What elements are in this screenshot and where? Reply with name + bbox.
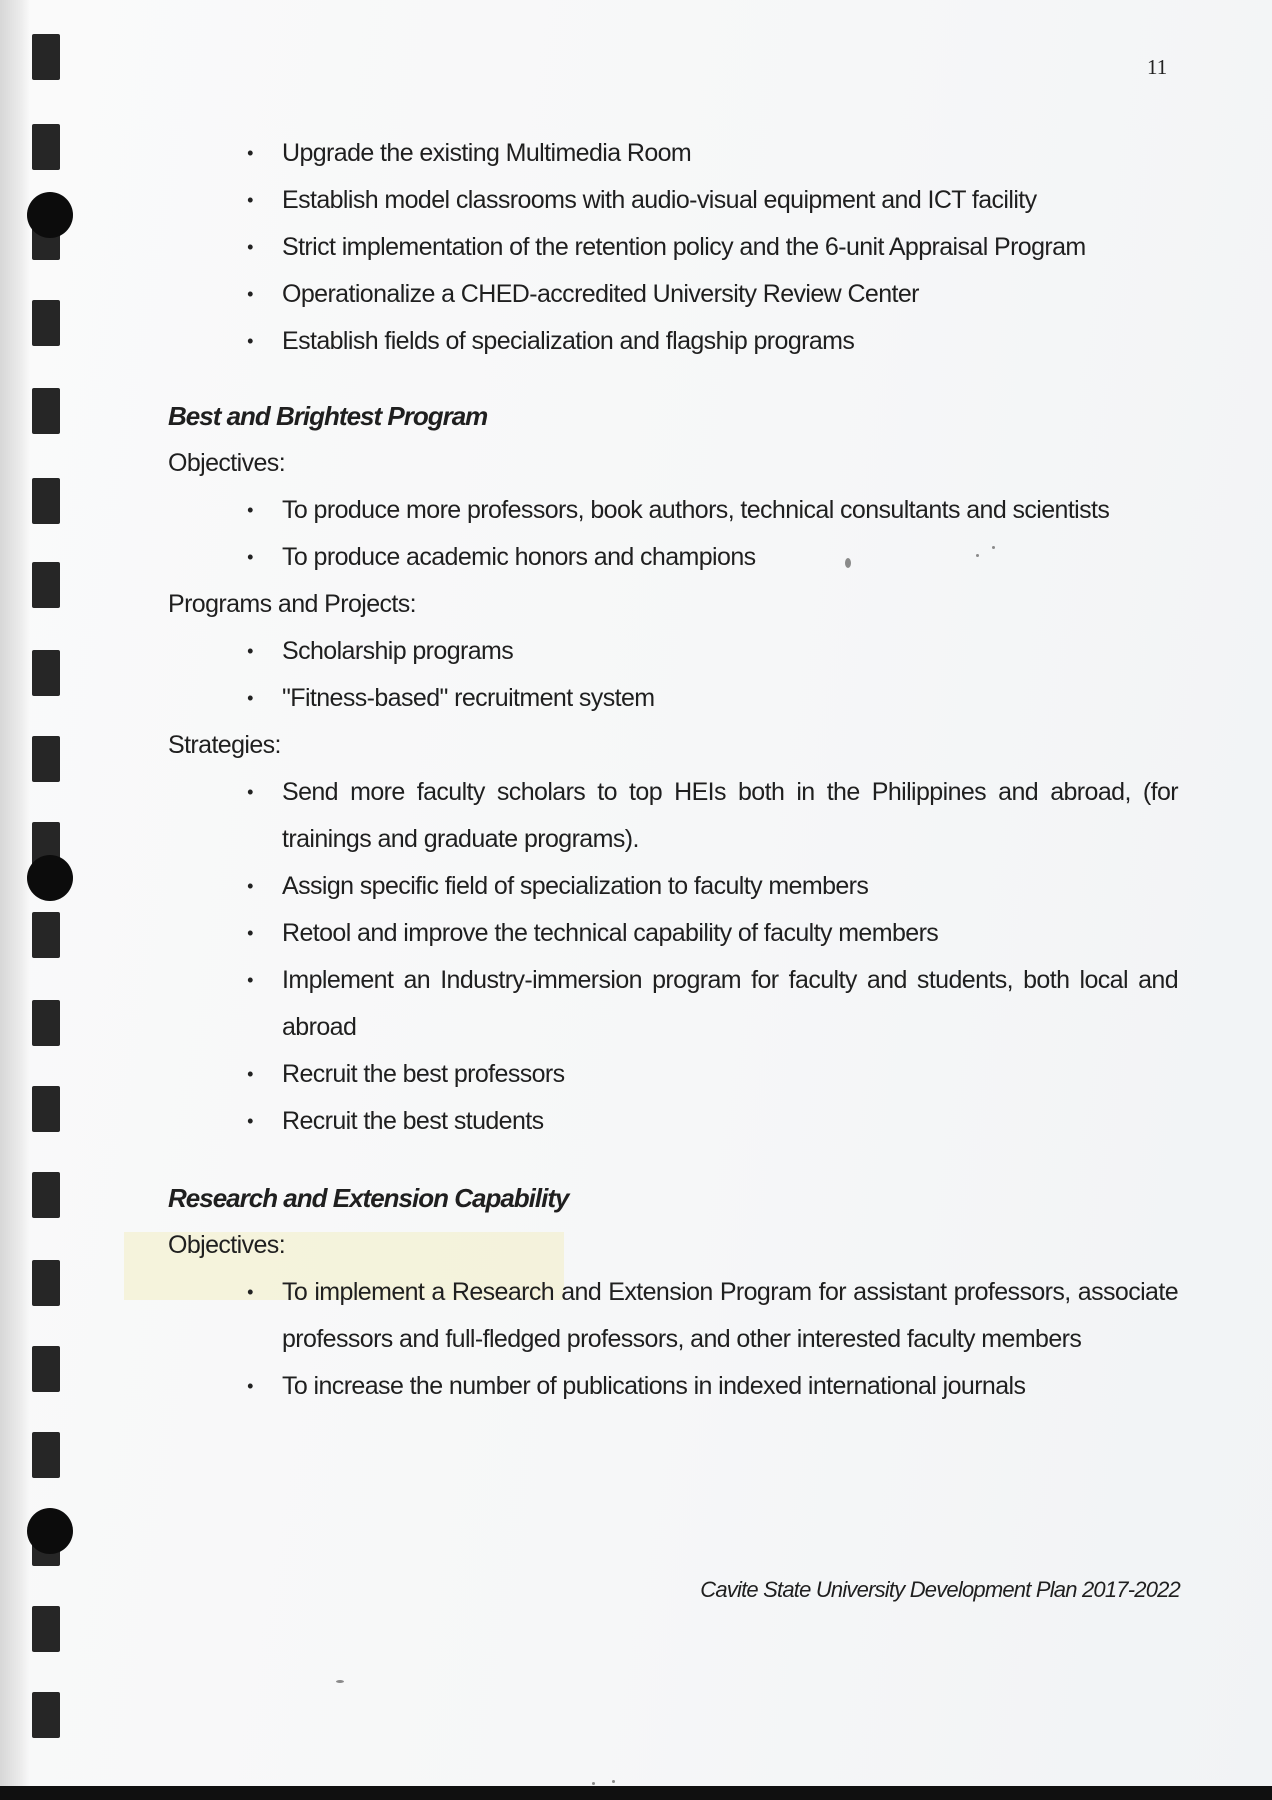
bullet-icon: • — [247, 1376, 253, 1396]
bullet-icon: • — [247, 970, 253, 990]
binding-mark — [32, 562, 60, 608]
binding-mark — [32, 1346, 60, 1392]
bullet-icon: • — [247, 1282, 253, 1302]
objectives-list — [168, 487, 1178, 581]
list-item: • Upgrade the existing Multimedia Room — [282, 130, 1178, 177]
bullet-icon: • — [247, 143, 253, 163]
list-item: • Implement an Industry-immersion program for faculty and students, both local and abroad — [282, 957, 1178, 1051]
bullet-icon: • — [247, 782, 253, 802]
binding-mark — [32, 124, 60, 170]
bullet-icon: • — [247, 641, 253, 661]
document-footer: Cavite State University Development Plan 2017-2022 — [700, 1577, 1180, 1602]
scan-speck — [612, 1780, 615, 1783]
scan-speck — [336, 1680, 344, 1683]
list-item: • Retool and improve the technical capability of faculty members — [282, 910, 1178, 957]
intro-bullet-list — [168, 130, 1178, 365]
list-item: • "Fitness-based" recruitment system — [282, 675, 1178, 722]
binding-mark — [32, 1606, 60, 1652]
bullet-icon: • — [247, 1111, 253, 1131]
bullet-icon: • — [247, 876, 253, 896]
page-bottom-edge — [0, 1786, 1272, 1800]
list-item: • To produce academic honors and champions — [282, 534, 1178, 581]
objectives-label: Objectives: — [168, 449, 286, 477]
bullet-icon: • — [247, 331, 253, 351]
binding-mark — [32, 912, 60, 958]
binding-mark — [32, 1432, 60, 1478]
bullet-icon: • — [247, 237, 253, 257]
objectives-label: Objectives: — [168, 1231, 286, 1259]
page-left-edge — [0, 0, 30, 1790]
bullet-icon: • — [247, 923, 253, 943]
list-item: • Establish model classrooms with audio-visual equipment and ICT facility — [282, 177, 1178, 224]
binding-mark — [32, 736, 60, 782]
bullet-icon: • — [247, 284, 253, 304]
bullet-icon: • — [247, 190, 253, 210]
document-body — [168, 130, 1178, 1410]
section-title-research-extension: Research and Extension Capability — [168, 1183, 569, 1213]
list-item: • Operationalize a CHED-accredited University Review Center — [282, 271, 1178, 318]
binding-mark — [32, 1260, 60, 1306]
bullet-icon: • — [247, 688, 253, 708]
list-item: • To implement a Research and Extension Program for assistant professors, associate professors and full-fledged professors, and other interested faculty members — [282, 1269, 1178, 1363]
list-item: • Strict implementation of the retention policy and the 6-unit Appraisal Program — [282, 224, 1178, 271]
strategies-list — [168, 769, 1178, 1145]
binding-mark — [32, 478, 60, 524]
programs-label: Programs and Projects: — [168, 590, 417, 618]
bullet-icon: • — [247, 500, 253, 520]
research-objectives-list — [168, 1269, 1178, 1410]
strategies-label: Strategies: — [168, 731, 281, 759]
list-item: • To produce more professors, book authors, technical consultants and scientists — [282, 487, 1178, 534]
programs-list — [168, 628, 1178, 722]
page-number: 11 — [1147, 55, 1168, 79]
binding-mark — [32, 300, 60, 346]
punch-hole — [27, 192, 73, 238]
binding-mark — [32, 650, 60, 696]
list-item: • Assign specific field of specialization to faculty members — [282, 863, 1178, 910]
binding-mark — [32, 1172, 60, 1218]
list-item: • Establish fields of specialization and flagship programs — [282, 318, 1178, 365]
binding-mark — [32, 34, 60, 80]
list-item: • To increase the number of publications in indexed international journals — [282, 1363, 1178, 1410]
list-item: • Recruit the best professors — [282, 1051, 1178, 1098]
list-item: • Send more faculty scholars to top HEIs both in the Philippines and abroad, (for trainings and graduate programs). — [282, 769, 1178, 863]
binding-mark — [32, 1000, 60, 1046]
list-item: • Scholarship programs — [282, 628, 1178, 675]
punch-hole — [27, 855, 73, 901]
binding-mark — [32, 1086, 60, 1132]
punch-hole — [27, 1508, 73, 1554]
list-item: • Recruit the best students — [282, 1098, 1178, 1145]
section-title-best-and-brightest: Best and Brightest Program — [168, 401, 488, 431]
bullet-icon: • — [247, 1064, 253, 1084]
binding-mark — [32, 388, 60, 434]
binding-mark — [32, 1692, 60, 1738]
scan-speck — [592, 1782, 595, 1785]
bullet-icon: • — [247, 547, 253, 567]
